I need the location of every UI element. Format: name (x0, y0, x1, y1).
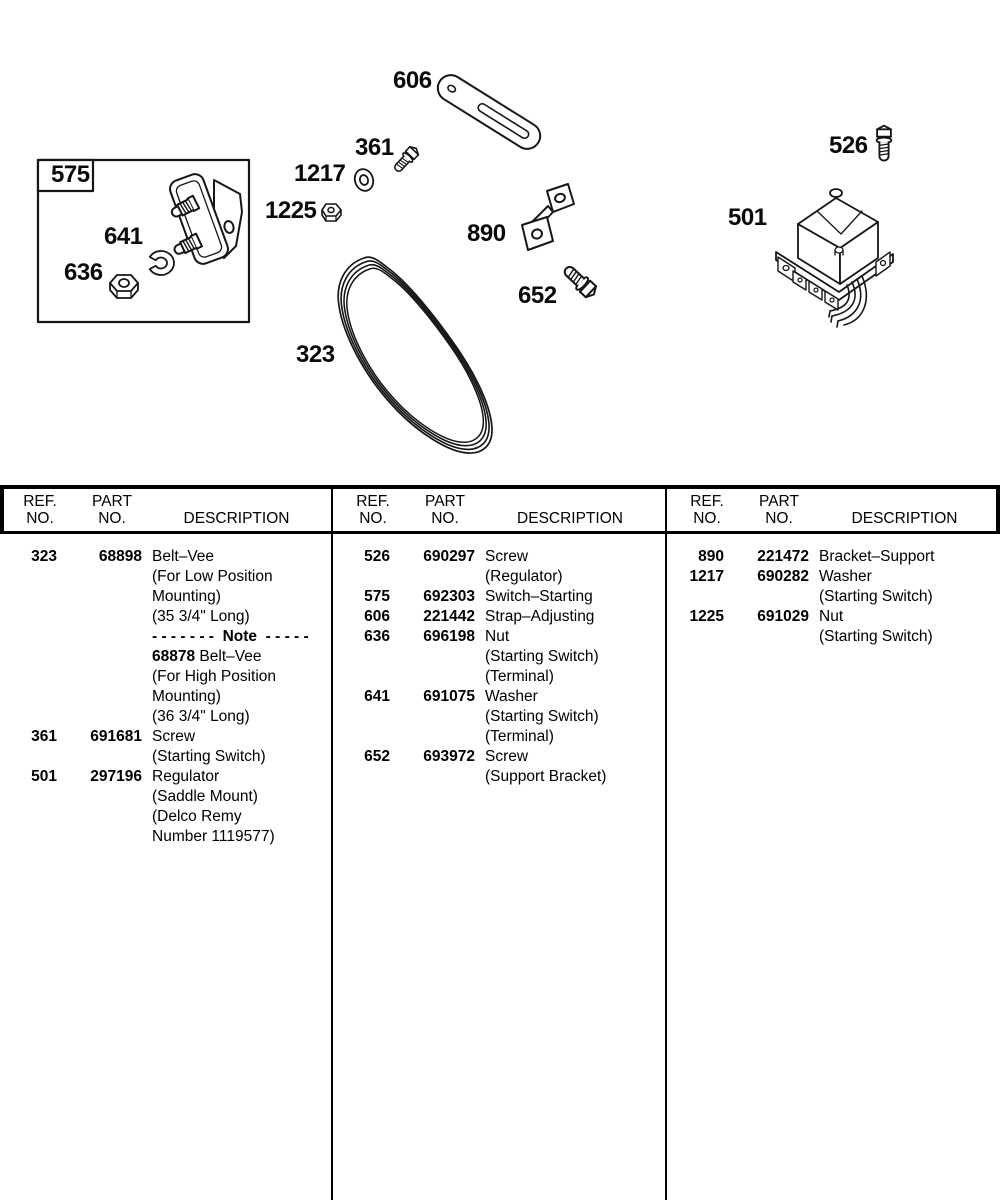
table-row (333, 567, 665, 587)
cell-part-no (57, 567, 142, 587)
cell-ref-no: 361 (31, 728, 57, 745)
table-row (0, 807, 331, 827)
cell-part-no (57, 807, 142, 827)
cell-part-no (57, 607, 142, 627)
table-row (0, 607, 331, 627)
cell-description: Bracket–Support (819, 548, 935, 565)
cell-part-no: 690297 (423, 548, 475, 565)
table-row (0, 727, 331, 747)
diagram-area (0, 0, 1000, 485)
table-row (333, 707, 665, 727)
table-row (0, 767, 331, 787)
cell-ref-no: 606 (364, 608, 390, 625)
cell-part-no (390, 567, 475, 587)
cell-ref-no (0, 807, 57, 827)
header-ref-no (679, 493, 735, 527)
cell-part-no (390, 707, 475, 727)
cell-description: (Delco Remy (152, 808, 242, 825)
parts-table (0, 485, 1000, 1200)
table-row (667, 587, 1000, 607)
table-rows (667, 534, 1000, 647)
cell-description: Washer (485, 688, 538, 705)
cell-ref-no: 575 (364, 588, 390, 605)
header-ref-line2: NO. (359, 510, 387, 527)
table-row (333, 647, 665, 667)
cell-ref-no (333, 767, 390, 787)
cell-description: Screw (485, 748, 529, 765)
header-part-line1: PART (92, 493, 132, 510)
cell-part-no: 221472 (757, 548, 809, 565)
cell-ref-no (333, 667, 390, 687)
cell-ref-no (0, 647, 57, 667)
cell-ref-no: 641 (364, 688, 390, 705)
cell-description: Regulator (152, 768, 220, 785)
cell-description-bold-part: 68878 (152, 648, 196, 665)
cell-part-no (57, 687, 142, 707)
table-row (333, 667, 665, 687)
cell-description: (Starting Switch) (485, 648, 599, 665)
table-row (0, 547, 331, 567)
screw-652-art (561, 263, 600, 301)
cell-description: (Starting Switch) (485, 708, 599, 725)
cell-description: - - - - - - - Note - - - - - (152, 628, 309, 645)
table-row (333, 747, 665, 767)
cell-description: Belt–Vee (152, 548, 215, 565)
cell-part-no: 297196 (90, 768, 142, 785)
table-panel-3 (665, 489, 1000, 1200)
adjusting-strap-art (433, 70, 545, 154)
cell-description: Strap–Adjusting (485, 608, 595, 625)
cell-ref-no (0, 827, 57, 847)
header-description-label: DESCRIPTION (851, 510, 958, 527)
screw-526-art (877, 126, 892, 161)
header-ref-no (12, 493, 68, 527)
cell-ref-no (667, 587, 724, 607)
lock-washer-art (150, 251, 174, 275)
table-panel-1 (0, 489, 331, 1200)
table-row (333, 727, 665, 747)
header-description (148, 493, 331, 527)
table-row (0, 587, 331, 607)
cell-part-no: 693972 (423, 748, 475, 765)
cell-part-no: 68898 (98, 548, 142, 565)
cell-ref-no: 652 (364, 748, 390, 765)
header-part-line2: NO. (98, 510, 126, 527)
cell-part-no (57, 647, 142, 667)
cell-part-no (57, 707, 142, 727)
cell-part-no (390, 767, 475, 787)
cell-description: Mounting) (152, 588, 221, 605)
header-description (815, 493, 1000, 527)
cell-description: (35 3/4" Long) (152, 608, 250, 625)
cell-description: (Starting Switch) (152, 748, 266, 765)
table-panels (0, 489, 1000, 1200)
cell-ref-no: 526 (364, 548, 390, 565)
table-row (0, 627, 331, 647)
part-label-323: 323 (296, 341, 335, 368)
table-row (667, 627, 1000, 647)
cell-ref-no: 1217 (689, 568, 724, 585)
cell-ref-no (0, 567, 57, 587)
header-description (481, 493, 665, 527)
header-part-line2: NO. (765, 510, 793, 527)
part-label-1217: 1217 (294, 160, 346, 187)
cell-description: (Saddle Mount) (152, 788, 258, 805)
cell-description: (For Low Position (152, 568, 273, 585)
cell-part-no (57, 827, 142, 847)
cell-ref-no (0, 667, 57, 687)
cell-description: Screw (485, 548, 529, 565)
table-row (667, 567, 1000, 587)
part-label-890: 890 (467, 220, 506, 247)
header-part-line1: PART (759, 493, 799, 510)
cell-ref-no (333, 647, 390, 667)
table-row (0, 707, 331, 727)
cell-part-no: 696198 (423, 628, 475, 645)
table-right-edge (996, 485, 1000, 533)
cell-part-no (57, 787, 142, 807)
header-ref-no (345, 493, 401, 527)
cell-ref-no (333, 727, 390, 747)
cell-ref-no (0, 747, 57, 767)
cell-part-no (57, 627, 142, 647)
table-row (333, 607, 665, 627)
header-ref-line2: NO. (26, 510, 54, 527)
cell-ref-no (333, 567, 390, 587)
table-row (333, 547, 665, 567)
cell-description: (Terminal) (485, 728, 554, 745)
cell-description: (36 3/4" Long) (152, 708, 250, 725)
header-part-line1: PART (425, 493, 465, 510)
header-description-label: DESCRIPTION (517, 510, 623, 527)
support-bracket-art (522, 184, 574, 250)
cell-part-no (390, 667, 475, 687)
part-label-526: 526 (829, 132, 868, 159)
table-row (333, 627, 665, 647)
table-row (333, 587, 665, 607)
cell-description: Mounting) (152, 688, 221, 705)
cell-ref-no: 1225 (689, 608, 724, 625)
cell-description: (For High Position (152, 668, 277, 685)
cell-description: Nut (485, 628, 510, 645)
cell-part-no (390, 647, 475, 667)
header-part-no (743, 493, 815, 527)
cell-description: (Terminal) (485, 668, 554, 685)
table-header (667, 489, 1000, 534)
header-ref-line1: REF. (690, 493, 724, 510)
table-row (0, 667, 331, 687)
cell-part-no (390, 727, 475, 747)
cell-part-no (724, 627, 809, 647)
header-ref-line2: NO. (693, 510, 721, 527)
table-rows (333, 534, 665, 787)
screw-361-art (391, 144, 420, 174)
cell-part-no: 691075 (423, 688, 475, 705)
cell-ref-no (0, 587, 57, 607)
cell-ref-no (0, 607, 57, 627)
header-part-line2: NO. (431, 510, 459, 527)
cell-ref-no: 636 (364, 628, 390, 645)
cell-ref-no (0, 687, 57, 707)
cell-description: Screw (152, 728, 196, 745)
table-row (0, 827, 331, 847)
table-header (333, 489, 665, 534)
cell-description: Switch–Starting (485, 588, 593, 605)
cell-part-no: 692303 (423, 588, 475, 605)
part-label-575: 575 (51, 161, 90, 188)
cell-description: (Support Bracket) (485, 768, 607, 785)
hex-nut-art (110, 275, 138, 298)
part-label-652: 652 (518, 282, 557, 309)
table-rows (0, 534, 331, 847)
table-row (333, 687, 665, 707)
cell-ref-no (667, 627, 724, 647)
cell-ref-no (0, 787, 57, 807)
cell-part-no (57, 587, 142, 607)
part-label-606: 606 (393, 67, 432, 94)
table-row (0, 567, 331, 587)
cell-description: 68878 Belt–Vee (152, 648, 262, 665)
cell-description: Number 1119577) (152, 828, 275, 845)
nut-1225-art (322, 204, 341, 221)
part-label-361: 361 (355, 134, 394, 161)
cell-description: (Starting Switch) (819, 628, 933, 645)
table-header (0, 489, 331, 534)
header-ref-line1: REF. (356, 493, 390, 510)
cell-part-no: 690282 (757, 568, 809, 585)
header-ref-line1: REF. (23, 493, 57, 510)
table-row (0, 787, 331, 807)
cell-ref-no (0, 707, 57, 727)
cell-ref-no: 323 (31, 548, 57, 565)
cell-description: (Starting Switch) (819, 588, 933, 605)
table-row (667, 547, 1000, 567)
cell-description: Nut (819, 608, 844, 625)
header-part-no (76, 493, 148, 527)
table-row (0, 747, 331, 767)
table-left-edge (0, 485, 4, 533)
regulator-art (776, 189, 893, 327)
cell-part-no (724, 587, 809, 607)
part-label-1225: 1225 (265, 197, 317, 224)
cell-ref-no (333, 707, 390, 727)
cell-description: (Regulator) (485, 568, 563, 585)
vee-belt-art (338, 257, 492, 453)
table-row (0, 687, 331, 707)
table-row (667, 607, 1000, 627)
part-label-501: 501 (728, 204, 767, 231)
table-panel-2 (331, 489, 665, 1200)
table-row (0, 647, 331, 667)
cell-ref-no (0, 627, 57, 647)
part-label-636: 636 (64, 259, 103, 286)
cell-part-no: 221442 (423, 608, 475, 625)
cell-part-no: 691029 (757, 608, 809, 625)
cell-part-no (57, 667, 142, 687)
cell-part-no (57, 747, 142, 767)
cell-description: Washer (819, 568, 872, 585)
table-row (333, 767, 665, 787)
header-part-no (409, 493, 481, 527)
cell-ref-no: 890 (698, 548, 724, 565)
header-description-label: DESCRIPTION (183, 510, 290, 527)
part-label-641: 641 (104, 223, 143, 250)
cell-ref-no: 501 (31, 768, 57, 785)
cell-part-no: 691681 (90, 728, 142, 745)
washer-1217-art (352, 167, 376, 193)
